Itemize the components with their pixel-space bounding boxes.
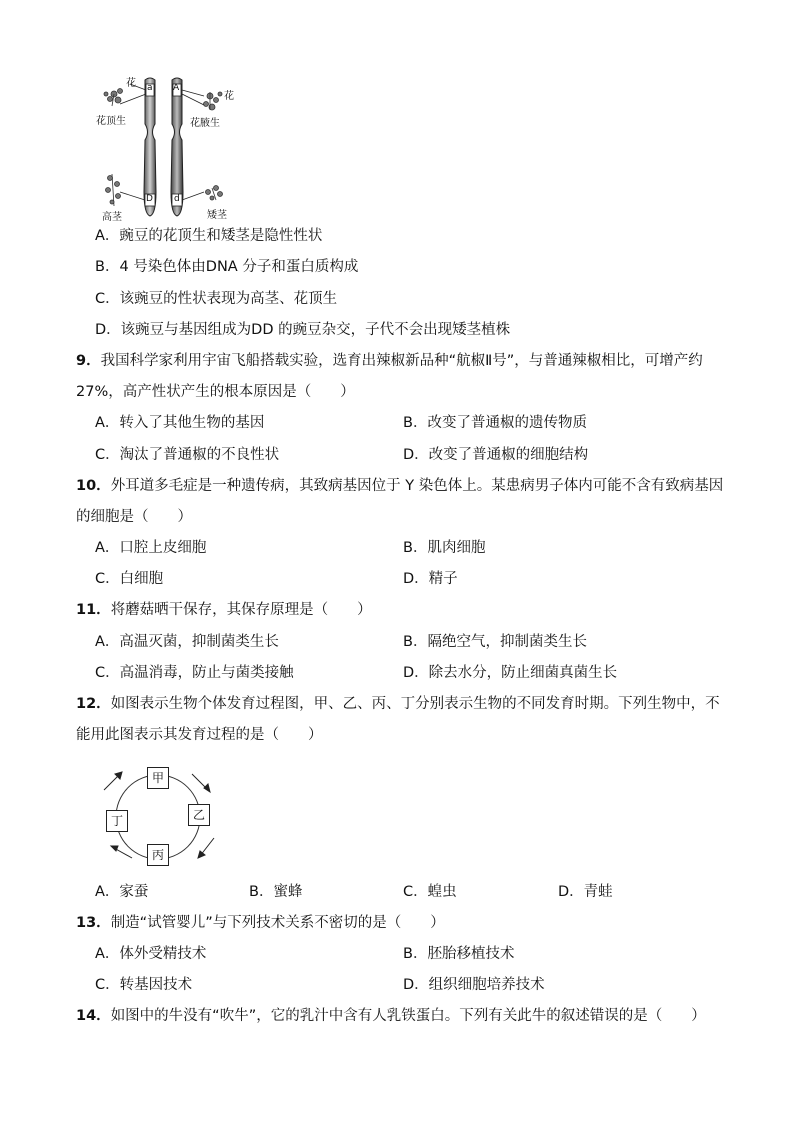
development-cycle-figure (96, 762, 220, 872)
q13-option-c: C．转基因技术 (95, 977, 193, 993)
q10-text-line1: 外耳道多毛症是一种遗传病，其致病基因位于 Y 染色体上。某患病男子体内可能不含有致病基因 (110, 478, 724, 494)
q11-number: 11． (76, 602, 111, 618)
q11-option-c: C．高温消毒，防止与菌类接触 (95, 665, 294, 681)
stage-box-top (147, 767, 169, 789)
q12-text-line1: 如图表示生物个体发育过程图，甲、乙、丙、丁分别表示生物的不同发育时期。下列生物中，不 (110, 696, 720, 712)
q9-option-c: C．淘汰了普通椒的不良性状 (95, 447, 280, 463)
stage-bing: 丙 (151, 848, 164, 862)
gene-A-label: A (173, 83, 180, 93)
q12-option-a: A．家蚕 (95, 884, 149, 900)
q8-option-d: D．该豌豆与基因组成为DD 的豌豆杂交，子代不会出现矮茎植株 (95, 322, 511, 338)
gene-D-label: D (146, 194, 153, 204)
q13-text-line1: 制造“试管婴儿”与下列技术关系不密切的是（ ） (110, 915, 445, 931)
label-flower-axillary: 花腋生 (190, 118, 220, 129)
q10-text-line2: 的细胞是（ ） (76, 509, 192, 525)
stage-jia: 甲 (151, 771, 164, 785)
q9-option-b: B．改变了普通椒的遗传物质 (403, 415, 587, 431)
q10-stem (76, 476, 723, 496)
q9-stem (76, 351, 703, 371)
q13-option-b: B．胚胎移植技术 (403, 946, 515, 962)
stage-box-left (106, 810, 128, 832)
label-flower-left: 花 (126, 78, 136, 89)
q10-option-b: B．肌肉细胞 (403, 540, 486, 556)
stage-box-right (188, 804, 210, 826)
q12-option-d: D．青蛙 (558, 884, 613, 900)
q10-number: 10． (76, 478, 111, 494)
stage-yi: 乙 (192, 808, 205, 822)
q14-stem (76, 1006, 706, 1026)
label-tall-stem: 高茎 (102, 212, 122, 223)
q11-stem (76, 600, 372, 620)
label-short-stem: 矮茎 (207, 210, 227, 221)
q9-text-line1: 我国科学家利用宇宙飞船搭载实验，选育出辣椒新品种“航椒Ⅱ号”，与普通辣椒相比，可增产约 (100, 353, 703, 369)
q11-option-b: B．隔绝空气，抑制菌类生长 (403, 634, 587, 650)
q14-text-line1: 如图中的牛没有“吹牛”，它的乳汁中含有人乳铁蛋白。下列有关此牛的叙述错误的是（ ） (110, 1008, 706, 1024)
stage-ding: 丁 (110, 814, 123, 828)
q13-option-d: D．组织细胞培养技术 (403, 977, 545, 993)
q9-option-d: D．改变了普通椒的细胞结构 (403, 447, 589, 463)
gene-d-label: d (174, 194, 180, 204)
q11-option-d: D．除去水分，防止细菌真菌生长 (403, 665, 618, 681)
label-flower-right: 花 (224, 91, 234, 102)
q11-text-line1: 将蘑菇晒干保存，其保存原理是（ ） (110, 602, 372, 618)
q9-number: 9． (76, 353, 101, 369)
q12-option-b: B．蜜蜂 (249, 884, 303, 900)
q10-option-d: D．精子 (403, 571, 458, 587)
q8-option-a: A．豌豆的花顶生和矮茎是隐性性状 (95, 228, 323, 244)
chromosome-figure (92, 74, 242, 222)
gene-a-label: a (147, 83, 153, 93)
q10-option-c: C．白细胞 (95, 571, 164, 587)
q13-number: 13． (76, 915, 111, 931)
flower-top-left-icon (104, 89, 123, 107)
q12-stem (76, 694, 720, 714)
q13-stem (76, 913, 445, 933)
q8-option-c: C．该豌豆的性状表现为高茎、花顶生 (95, 291, 338, 307)
q11-option-a: A．高温灭菌，抑制菌类生长 (95, 634, 279, 650)
q13-option-a: A．体外受精技术 (95, 946, 207, 962)
q12-number: 12． (76, 696, 111, 712)
q9-option-a: A．转入了其他生物的基因 (95, 415, 265, 431)
flower-axil-right-icon (204, 92, 223, 110)
q10-option-a: A．口腔上皮细胞 (95, 540, 207, 556)
q12-text-line2: 能用此图表示其发育过程的是（ ） (76, 727, 323, 743)
q12-option-c: C．蝗虫 (403, 884, 457, 900)
label-flower-terminal: 花顶生 (96, 116, 126, 127)
q9-text-line2: 27%，高产性状产生的根本原因是（ ） (76, 384, 355, 400)
short-stem-plant-icon (206, 186, 223, 201)
chromosome-diagram (92, 74, 242, 222)
stage-box-bottom (147, 844, 169, 866)
tall-stem-plant-icon (106, 174, 121, 206)
q8-option-b: B．4 号染色体由DNA 分子和蛋白质构成 (95, 259, 359, 275)
q14-number: 14． (76, 1008, 111, 1024)
